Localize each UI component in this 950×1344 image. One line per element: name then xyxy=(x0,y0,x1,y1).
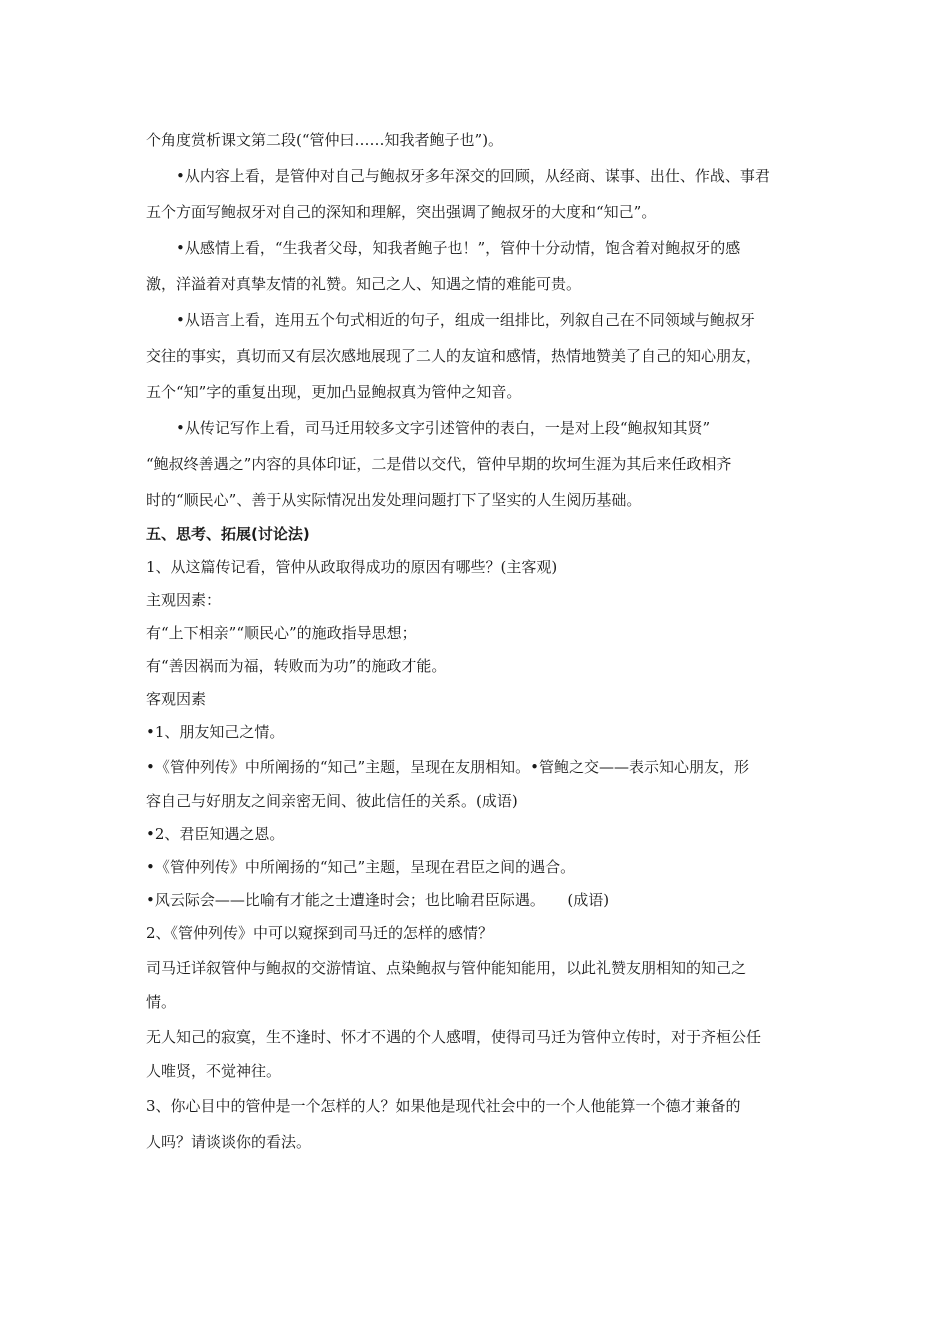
paragraph-line: 无人知己的寂寞，生不逢时、怀才不遇的个人感喟，使得司马迁为管仲立传时，对于齐桓公任 xyxy=(146,1028,762,1046)
question-line: 2、《管仲列传》中可以窥探到司马迁的怎样的感情？ xyxy=(146,924,494,942)
paragraph-line: 情。 xyxy=(146,993,177,1011)
paragraph-line: •从内容上看，是管仲对自己与鲍叔牙多年深交的回顾，从经商、谋事、出仕、作战、事君 xyxy=(176,167,770,185)
question-line: 1、从这篇传记看，管仲从政取得成功的原因有哪些？(主客观) xyxy=(146,558,558,576)
paragraph-line: •2、君臣知遇之恩。 xyxy=(146,825,285,843)
paragraph-line: 有“上下相亲”“顺民心”的施政指导思想； xyxy=(146,624,417,642)
paragraph-line: •从感情上看，“生我者父母，知我者鲍子也！”，管仲十分动情，饱含着对鲍叔牙的感 xyxy=(176,239,741,257)
paragraph-line: 时的“顺民心”、善于从实际情况出发处理问题打下了坚实的人生阅历基础。 xyxy=(146,491,642,509)
paragraph-line: 主观因素： xyxy=(146,591,222,609)
paragraph-line: 有“善因祸而为福，转败而为功”的施政才能。 xyxy=(146,657,447,675)
paragraph-line: 激，洋溢着对真挚友情的礼赞。知己之人、知遇之情的难能可贵。 xyxy=(146,275,582,293)
paragraph-line: •从语言上看，连用五个句式相近的句子，组成一组排比，列叙自己在不同领域与鲍叔牙 xyxy=(176,311,755,329)
paragraph-line: 司马迁详叙管仲与鲍叔的交游情谊、点染鲍叔与管仲能知能用，以此礼赞友朋相知的知己之 xyxy=(146,959,747,977)
paragraph-line: 人吗？请谈谈你的看法。 xyxy=(146,1133,312,1151)
paragraph-line: •《管仲列传》中所阐扬的“知己”主题，呈现在君臣之间的遇合。 xyxy=(146,858,576,876)
paragraph-line: •从传记写作上看，司马迁用较多文字引述管仲的表白，一是对上段“鲍叔知其贤” xyxy=(176,419,711,437)
paragraph-line: 五个“知”字的重复出现，更加凸显鲍叔真为管仲之知音。 xyxy=(146,383,522,401)
section-heading: 五、思考、拓展(讨论法) xyxy=(146,525,310,543)
paragraph-line: •1、朋友知己之情。 xyxy=(146,723,285,741)
paragraph-line: 容自己与好朋友之间亲密无间、彼此信任的关系。(成语) xyxy=(146,792,518,810)
paragraph-line: •《管仲列传》中所阐扬的“知己”主题，呈现在友朋相知。•管鲍之交——表示知心朋友，形 xyxy=(146,758,750,776)
paragraph-line: 五个方面写鲍叔牙对自己的深知和理解，突出强调了鲍叔牙的大度和“知己”。 xyxy=(146,203,657,221)
paragraph-line: 人唯贤，不觉神往。 xyxy=(146,1062,282,1080)
document-body xyxy=(146,122,810,1160)
paragraph-line: •风云际会——比喻有才能之士遭逢时会；也比喻君臣际遇。 (成语) xyxy=(146,891,610,909)
paragraph-line: “鲍叔终善遇之”内容的具体印证，二是借以交代，管仲早期的坎坷生涯为其后来任政相齐 xyxy=(146,455,732,473)
paragraph-line: 交往的事实，真切而又有层次感地展现了二人的友谊和感情，热情地赞美了自己的知心朋友， xyxy=(146,347,762,365)
question-line: 3、你心目中的管仲是一个怎样的人？如果他是现代社会中的一个人他能算一个德才兼备的 xyxy=(146,1097,741,1115)
paragraph-line: 个角度赏析课文第二段(“管仲曰……知我者鲍子也”)。 xyxy=(146,131,504,149)
paragraph-line: 客观因素 xyxy=(146,690,207,708)
